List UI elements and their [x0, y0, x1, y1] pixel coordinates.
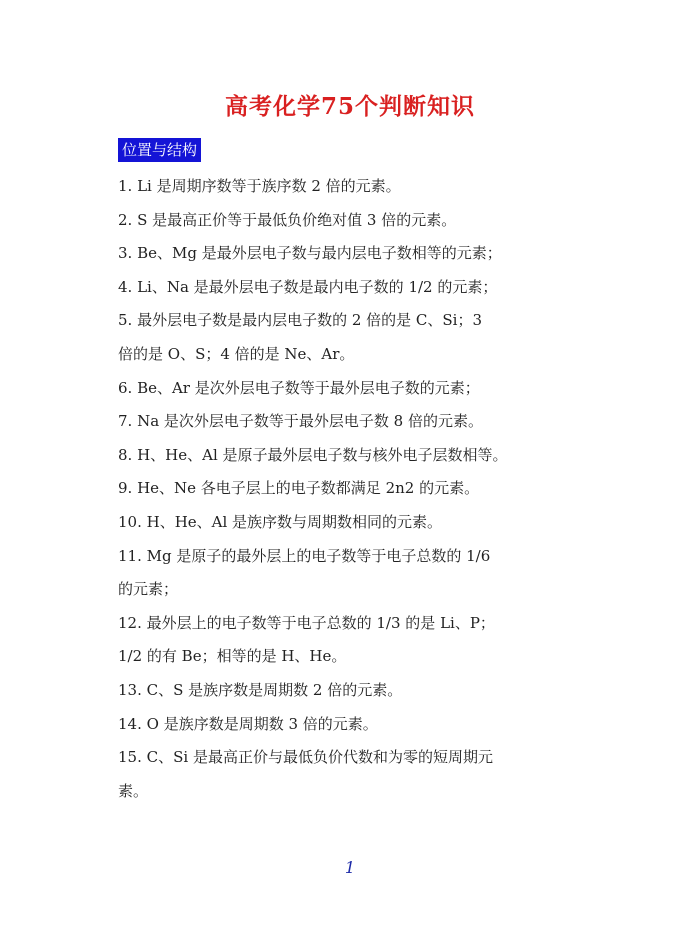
list-line: 1/2 的有 Be；相等的是 H、He。 — [118, 647, 347, 666]
list-line: 2. S 是最高正价等于最低负价绝对值 3 倍的元素。 — [118, 210, 457, 229]
list-line: 5. 最外层电子数是最内层电子数的 2 倍的是 C、Si；3 — [118, 311, 483, 330]
list-line: 12. 最外层上的电子数等于电子总数的 1/3 的是 Li、P； — [118, 613, 495, 632]
item-list — [118, 170, 588, 808]
list-line: 倍的是 O、S；4 倍的是 Ne、Ar。 — [118, 344, 355, 363]
list-line: 11. Mg 是原子的最外层上的电子数等于电子总数的 1/6 — [118, 546, 491, 565]
list-line: 9. He、Ne 各电子层上的电子数都满足 2n2 的元素。 — [118, 479, 480, 498]
page-number: 1 — [344, 858, 356, 877]
list-line: 4. Li、Na 是最外层电子数是最内电子数的 1/2 的元素； — [118, 277, 498, 296]
list-line: 10. H、He、Al 是族序数与周期数相同的元素。 — [118, 512, 443, 531]
list-line: 3. Be、Mg 是最外层电子数与最内层电子数相等的元素； — [118, 244, 502, 263]
list-line: 的元素； — [118, 580, 179, 599]
list-line: 7. Na 是次外层电子数等于最外层电子数 8 倍的元素。 — [118, 412, 483, 431]
list-line: 15. C、Si 是最高正价与最低负价代数和为零的短周期元 — [118, 748, 493, 767]
list-line: 14. O 是族序数是周期数 3 倍的元素。 — [118, 714, 378, 733]
list-line: 8. H、He、Al 是原子最外层电子数与核外电子层数相等。 — [118, 445, 508, 464]
list-line: 素。 — [118, 781, 149, 800]
section-heading: 位置与结构 — [118, 138, 201, 162]
list-line: 13. C、S 是族序数是周期数 2 倍的元素。 — [118, 680, 403, 699]
list-line: 1. Li 是周期序数等于族序数 2 倍的元素。 — [118, 177, 401, 195]
list-line: 6. Be、Ar 是次外层电子数等于最外层电子数的元素； — [118, 378, 480, 397]
document-title: 高考化学75个判断知识 — [224, 93, 475, 120]
